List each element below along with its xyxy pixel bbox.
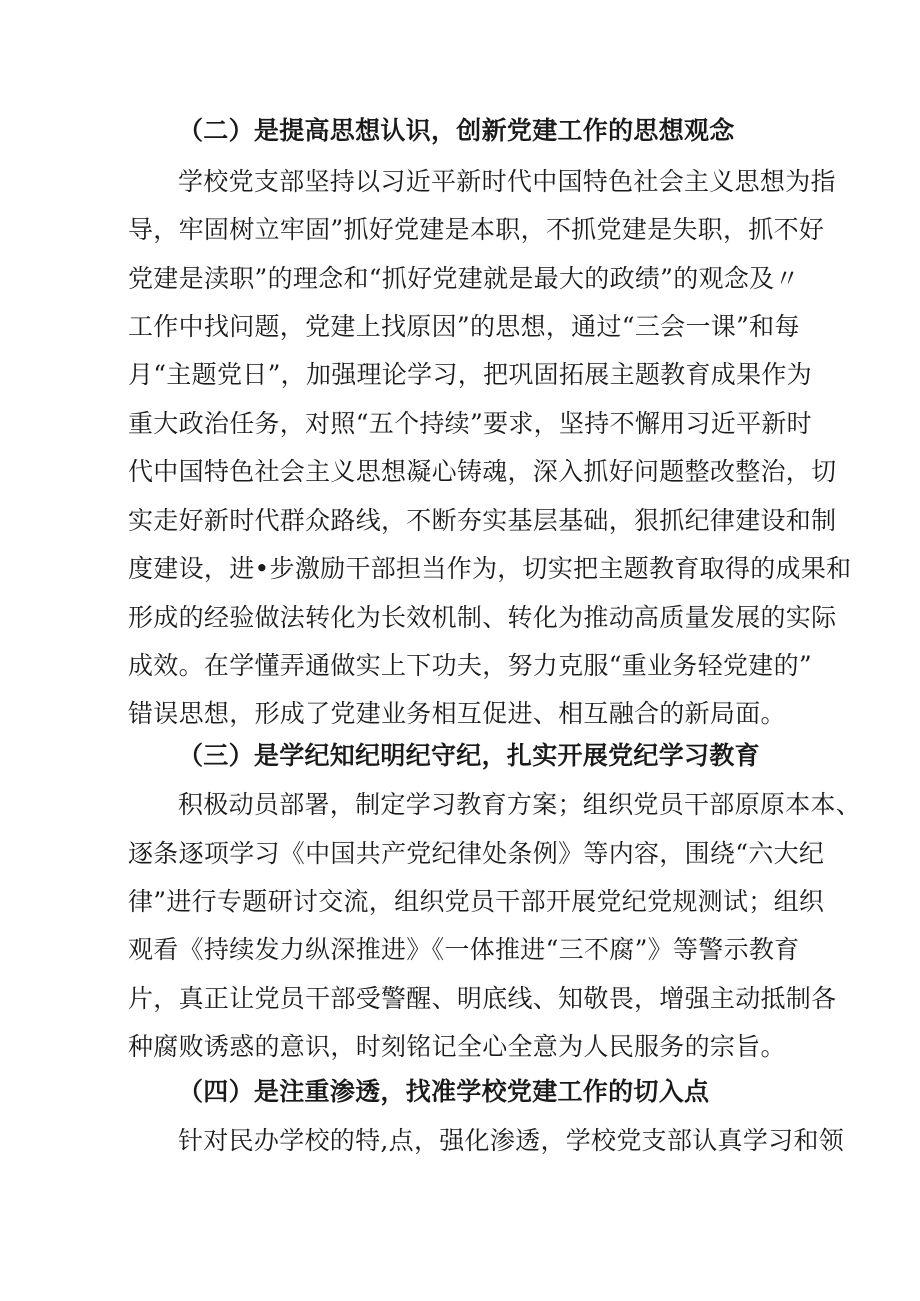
- text-line: 代中国特色社会主义思想凝心铸魂，深入抓好问题整改整治，切: [128, 457, 837, 486]
- text-line: 律”进行专题研讨交流，组织党员干部开展党纪党规测试；组织: [128, 887, 825, 916]
- text-line: 形成的经验做法转化为长效机制、转化为推动高质量发展的实际: [128, 603, 837, 632]
- text-line: 重大政治任务，对照“五个持续”要求，坚持不懈用习近平新时: [128, 409, 812, 438]
- text-line: 针对民办学校的特,点，强化渗透，学校党支部认真学习和领: [178, 1126, 845, 1155]
- text-line: 片，真正让党员干部受警醒、明底线、知敬畏，增强主动抵制各: [128, 984, 837, 1013]
- text-line: 工作中找问题，党建上找原因”的思想，通过“三会一课”和每: [128, 312, 800, 341]
- section-heading-2: （二）是提高思想认识，创新党建工作的思想观念: [178, 116, 735, 145]
- text-line: 导，牢固树立牢固”抓好党建是本职，不抓党建是失职，抓不好: [128, 215, 825, 244]
- text-line: 实走好新时代群众路线，不断夯实基层基础，狠抓纪律建设和制: [128, 506, 837, 535]
- text-line: 种腐败诱惑的意识，时刻铭记全心全意为人民服务的宗旨。: [128, 1032, 786, 1061]
- text-line: 党建是渎职”的理念和“抓好党建就是最大的政绩”的观念及〃: [128, 264, 800, 293]
- text-line: 逐条逐项学习《中国共产党纪律处条例》等内容，围绕“六大纪: [128, 839, 825, 868]
- text-line: 错误思想，形成了党建业务相互促进、相互融合的新局面。: [128, 699, 786, 728]
- text-line: 成效。在学懂弄通做实上下功夫，努力克服“重业务轻党建的”: [128, 651, 812, 680]
- text-line: 积极动员部署，制定学习教育方案；组织党员干部原原本本、: [178, 790, 862, 819]
- section-heading-3: （三）是学纪知纪明纪守纪，扎实开展党纪学习教育: [178, 741, 760, 770]
- text-line: 月“主题党日”，加强理论学习，把巩固拓展主题教育成果作为: [128, 360, 812, 389]
- text-line: 观看《持续发力纵深推进》《一体推进“三不腐”》等警示教育: [128, 935, 800, 964]
- section-heading-4: （四）是注重渗透，找准学校党建工作的切入点: [178, 1077, 710, 1106]
- text-line: 度建设，进•步激励干部担当作为，切实把主题教育取得的成果和: [128, 554, 852, 583]
- text-line: 学校党支部坚持以习近平新时代中国特色社会主义思想为指: [178, 167, 836, 196]
